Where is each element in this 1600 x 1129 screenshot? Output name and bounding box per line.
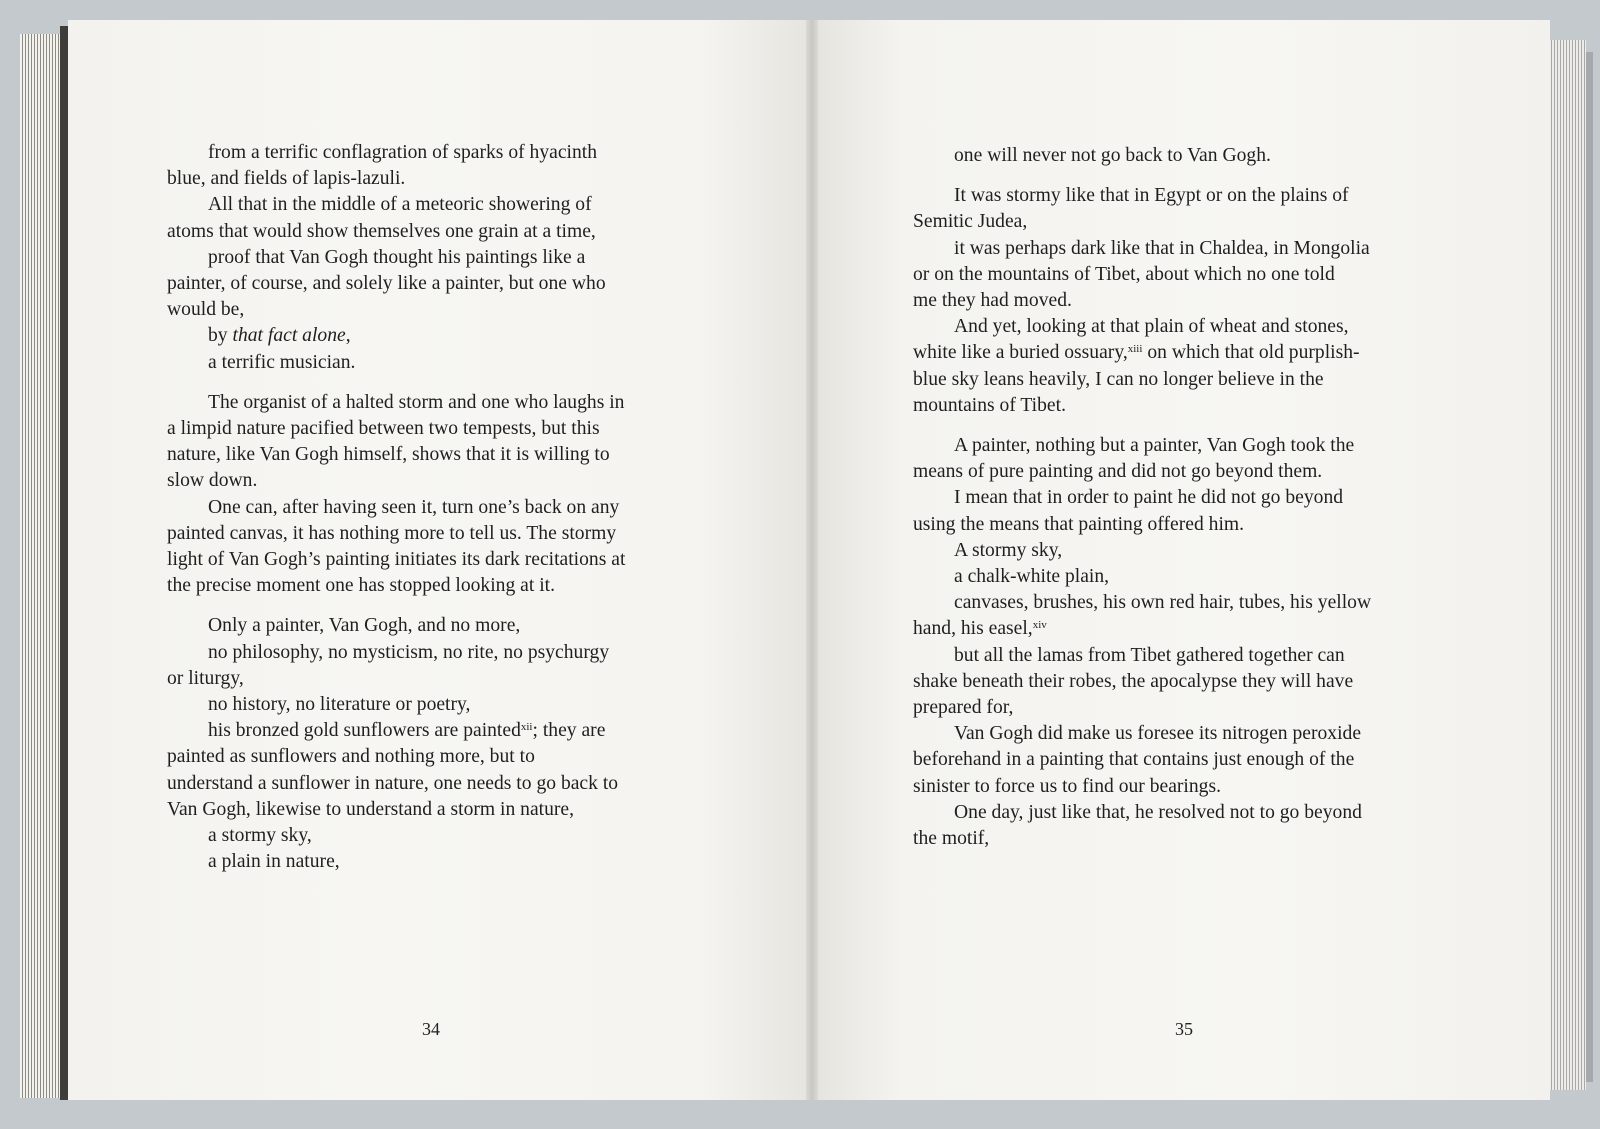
line-text: from a terrific conflagration of sparks of hyacinth (208, 142, 598, 163)
line-text: light of Van Gogh’s painting initiates its dark recitations at (167, 549, 626, 571)
left-page-text (167, 140, 707, 875)
text-line (913, 512, 1453, 538)
footnote-marker: xii (520, 721, 533, 734)
line-text: painted canvas, it has nothing more to tell us. The stormy (167, 522, 617, 544)
line-text: mountains of Tibet. (913, 394, 1066, 416)
text-line (167, 521, 707, 547)
paragraph-break (913, 419, 1453, 433)
text-line (913, 143, 1453, 169)
line-text: I mean that in order to paint he did not go beyond (954, 487, 1344, 509)
text-line (167, 771, 707, 797)
line-text: hand, his easel, (913, 618, 1033, 640)
line-text: no history, no literature or poetry, (208, 694, 471, 716)
line-text: a plain in nature, (208, 851, 340, 873)
text-line (913, 564, 1453, 590)
line-text: a limpid nature pacified between two tempests, but this (167, 418, 600, 440)
line-text: canvases, brushes, his own red hair, tubes, his yellow (954, 592, 1372, 614)
line-text: All that in the middle of a meteoric showering of (208, 194, 592, 216)
line-text: A stormy sky, (954, 539, 1063, 561)
line-text: a chalk-white plain, (954, 566, 1110, 588)
paragraph-break (167, 376, 707, 390)
line-text: beforehand in a painting that contains just enough of the (913, 749, 1355, 771)
line-text: one will never not go back to Van Gogh. (954, 145, 1271, 166)
text-line (913, 826, 1453, 852)
text-line (167, 192, 707, 218)
italic-text: that fact alone (232, 325, 346, 347)
line-text: white like a buried ossuary, (913, 342, 1128, 364)
footnote-marker: xiii (1127, 343, 1143, 356)
page-number-right: 35 (1175, 1019, 1193, 1039)
line-text: proof that Van Gogh thought his paintings like a (208, 246, 586, 268)
text-line (167, 416, 707, 442)
text-line (167, 297, 707, 323)
line-text: prepared for, (913, 697, 1014, 719)
line-text: by (208, 325, 233, 347)
line-text: blue, and fields of lapis-lazuli. (167, 168, 406, 190)
line-text: or on the mountains of Tibet, about which no one told (913, 263, 1335, 285)
text-line (167, 140, 707, 166)
text-line (167, 849, 707, 875)
paragraph-break (913, 169, 1453, 183)
text-line (167, 442, 707, 468)
text-line (913, 236, 1453, 262)
line-text: Van Gogh, likewise to understand a storm in nature, (167, 798, 575, 820)
text-line (913, 538, 1453, 564)
line-text: understand a sunflower in nature, one needs to go back to (167, 772, 619, 794)
text-line (167, 245, 707, 271)
line-text: painter, of course, and solely like a painter, but one who (167, 273, 606, 295)
line-text: me they had moved. (913, 290, 1072, 312)
line-text: it was perhaps dark like that in Chaldea, in Mongolia (954, 237, 1370, 259)
text-line (913, 209, 1453, 235)
text-line (167, 797, 707, 823)
text-line (167, 468, 707, 494)
text-line (167, 350, 707, 376)
text-line (167, 744, 707, 770)
line-text: painted as sunflowers and nothing more, but to (167, 746, 535, 768)
line-text: the precise moment one has stopped looking at it. (167, 575, 555, 597)
line-text: slow down. (167, 470, 258, 492)
text-line (167, 323, 707, 349)
line-text: or liturgy, (167, 667, 244, 689)
footnote-marker: xiv (1032, 619, 1047, 632)
page-number-left: 34 (422, 1019, 440, 1039)
text-line (913, 183, 1453, 209)
line-text: but all the lamas from Tibet gathered together can (954, 644, 1345, 666)
line-text-tail: , (345, 325, 351, 347)
text-line (167, 166, 707, 192)
line-text: And yet, looking at that plain of wheat and stones, (954, 316, 1349, 338)
line-text: sinister to force us to find our bearings. (913, 775, 1221, 797)
line-text: means of pure painting and did not go beyond them. (913, 461, 1323, 483)
text-line (167, 390, 707, 416)
line-text: One day, just like that, he resolved not to go beyond (954, 801, 1362, 823)
paragraph-break (167, 599, 707, 613)
text-line (913, 367, 1453, 393)
text-line (167, 640, 707, 666)
line-text: atoms that would show themselves one grain at a time, (167, 220, 596, 242)
line-text: Only a painter, Van Gogh, and no more, (208, 615, 521, 637)
text-line (913, 314, 1453, 340)
text-line (913, 643, 1453, 669)
line-text: would be, (167, 299, 245, 321)
line-text: It was stormy like that in Egypt or on the plains of (954, 185, 1349, 207)
text-line (167, 823, 707, 849)
line-text: shake beneath their robes, the apocalypse they will have (913, 670, 1354, 692)
text-line (913, 262, 1453, 288)
line-text: using the means that painting offered him. (913, 513, 1245, 535)
line-text: no philosophy, no mysticism, no rite, no psychurgy (208, 641, 610, 663)
right-page-text (913, 143, 1453, 852)
line-text: A painter, nothing but a painter, Van Gogh took the (954, 435, 1355, 457)
text-line (913, 340, 1453, 366)
text-line (167, 573, 707, 599)
text-line (167, 692, 707, 718)
text-line (913, 393, 1453, 419)
line-text: The organist of a halted storm and one who laughs in (208, 391, 625, 413)
line-text: a stormy sky, (208, 825, 312, 847)
text-line (167, 495, 707, 521)
line-text: a terrific musician. (208, 351, 356, 373)
text-line (913, 747, 1453, 773)
line-text: Semitic Judea, (913, 211, 1028, 233)
text-line (913, 774, 1453, 800)
text-line (167, 666, 707, 692)
line-text: nature, like Van Gogh himself, shows that it is willing to (167, 444, 610, 466)
text-line (167, 718, 707, 744)
line-text-tail: on which that old purplish- (1142, 342, 1360, 364)
text-line (167, 219, 707, 245)
text-line (913, 721, 1453, 747)
line-text-tail: ; they are (532, 720, 606, 742)
line-text: One can, after having seen it, turn one’s back on any (208, 496, 620, 518)
line-text: his bronzed gold sunflowers are painted (208, 720, 521, 742)
line-text: Van Gogh did make us foresee its nitrogen peroxide (954, 723, 1362, 745)
text-line (913, 459, 1453, 485)
text-line (913, 616, 1453, 642)
text-line (913, 485, 1453, 511)
text-line (913, 590, 1453, 616)
text-line (167, 547, 707, 573)
text-line (913, 433, 1453, 459)
line-text: blue sky leans heavily, I can no longer believe in the (913, 368, 1324, 390)
text-line (913, 695, 1453, 721)
text-line (167, 613, 707, 639)
book-gutter (806, 20, 818, 1100)
text-line (167, 271, 707, 297)
text-line (913, 288, 1453, 314)
line-text: the motif, (913, 828, 990, 850)
left-cover-edge (60, 26, 68, 1100)
text-line (913, 800, 1453, 826)
text-line (913, 669, 1453, 695)
